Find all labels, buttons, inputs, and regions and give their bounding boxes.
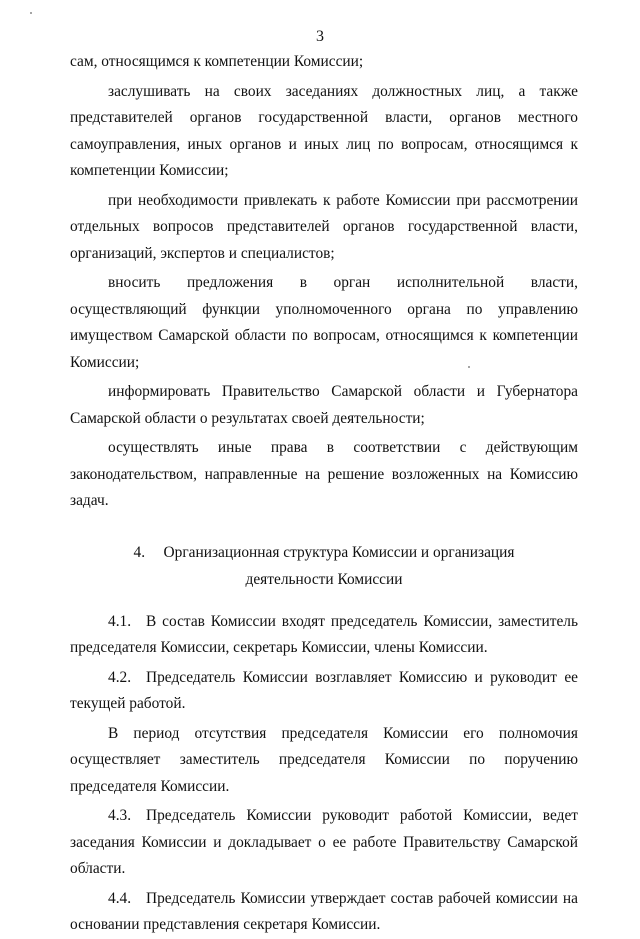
clause bbox=[70, 609, 578, 662]
clause-number: 4.3. bbox=[108, 807, 132, 824]
paragraph: вносить предложения в орган исполнительной власти, осуществляющий функции уполномоченного органа по управлению имуществом Самарской области по вопросам, относящимся к компетенции Комиссии; bbox=[70, 274, 578, 371]
paragraph: сам, относящимся к компетенции Комиссии; bbox=[70, 53, 364, 70]
clause-text: В период отсутствия председателя Комиссии его полномочия осуществляет заместитель председателя Комиссии по поручению председателя Комиссии. bbox=[70, 724, 578, 795]
clause-text: Председатель Комиссии возглавляет Комиссию и руководит ее текущей работой. bbox=[70, 668, 578, 712]
clause-text: Председатель Комиссии руководит работой Комиссии, ведет заседания Комиссии и докладывает о ее работе Правительству Самарской области. bbox=[70, 807, 578, 877]
clause-number: 4.1. bbox=[108, 612, 132, 630]
clause bbox=[70, 886, 578, 939]
section-heading bbox=[70, 539, 578, 593]
section-title-line2: деятельности Комиссии bbox=[245, 570, 403, 588]
paragraph: информировать Правительство Самарской области и Губернатора Самарской области о результатах своей деятельности; bbox=[70, 383, 578, 427]
clause bbox=[70, 721, 578, 801]
page-number: 3 bbox=[316, 28, 324, 45]
paragraph: осуществлять иные права в соответствии с действующим законодательством, направленные на решение возложенных на Комиссию задач. bbox=[70, 439, 578, 509]
scan-speck bbox=[30, 12, 32, 14]
document-body bbox=[70, 49, 578, 939]
clause-text: Председатель Комиссии утверждает состав рабочей комиссии на основании представления секретаря Комиссии. bbox=[70, 889, 578, 933]
clause-number: 4.4. bbox=[108, 889, 132, 907]
section-heading-line1 bbox=[70, 539, 578, 566]
section-title: Организационная структура Комиссии и организация bbox=[163, 543, 515, 561]
clause bbox=[70, 803, 578, 883]
clause-text: В состав Комиссии входят председатель Комиссии, заместитель председателя Комиссии, секретарь Комиссии, члены Комиссии. bbox=[70, 612, 578, 656]
clause-number: 4.2. bbox=[108, 668, 132, 686]
paragraph: заслушивать на своих заседаниях должностных лиц, а также представителей органов государственной власти, органов местного самоуправления, иных органов и иных лиц по вопросам, относящимся к компетенции Комиссии; bbox=[70, 82, 578, 179]
section-number: 4. bbox=[133, 543, 146, 561]
clause bbox=[70, 665, 578, 718]
paragraph: при необходимости привлекать к работе Комиссии при рассмотрении отдельных вопросов представителей органов государственной власти, организаций, экспертов и специалистов; bbox=[70, 191, 578, 262]
